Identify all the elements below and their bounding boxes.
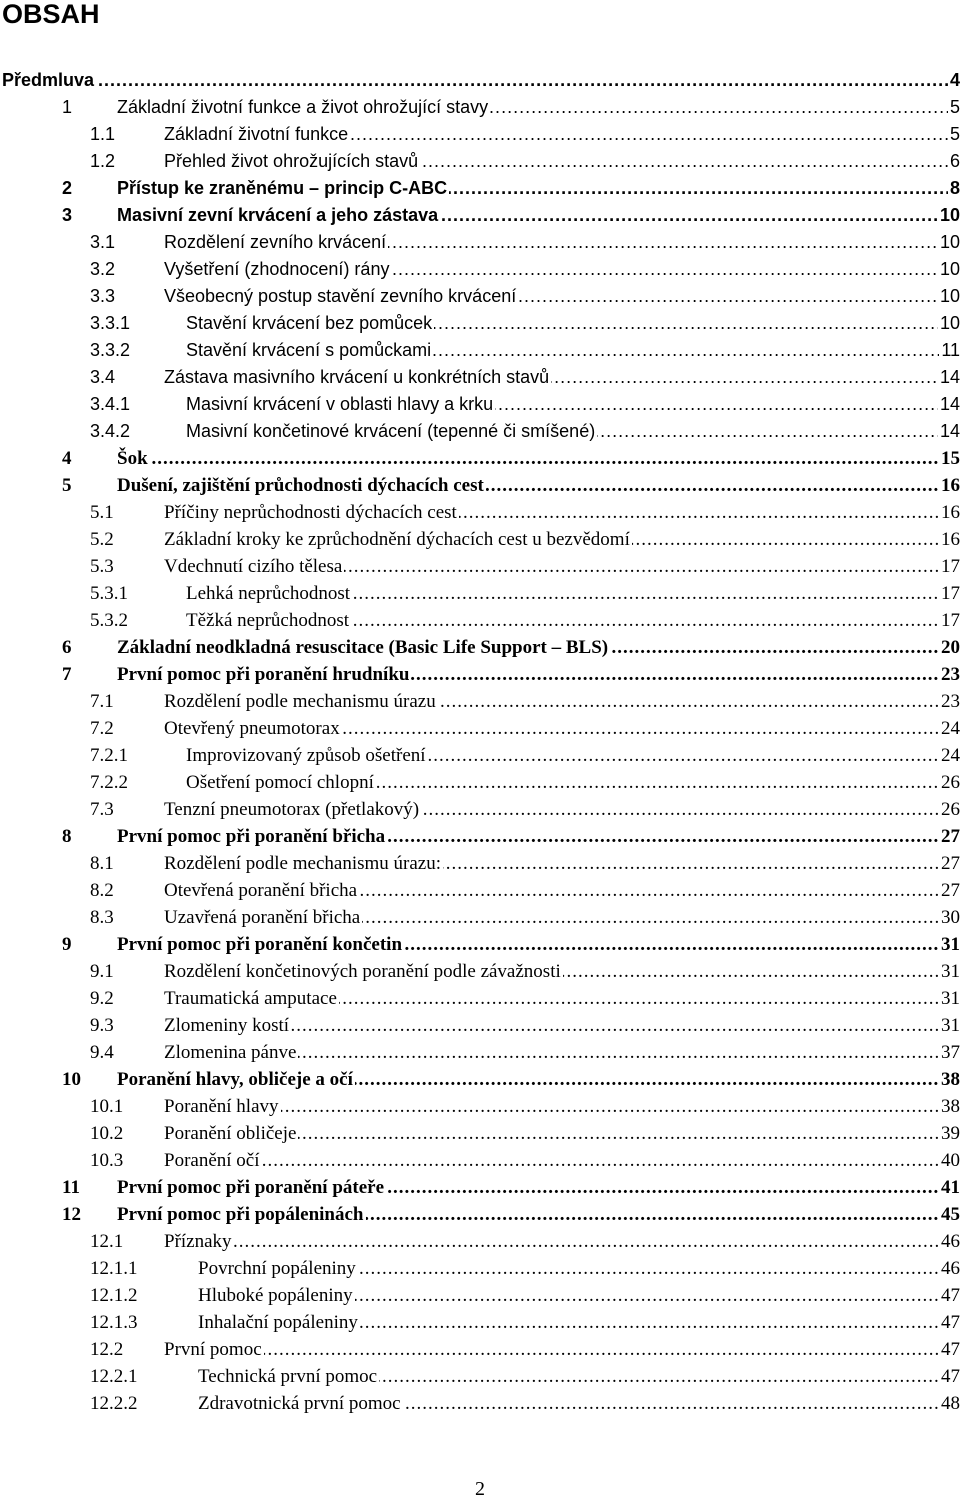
toc-entry-page: 46 — [939, 1255, 960, 1282]
toc-entry-page: 47 — [939, 1282, 960, 1309]
toc-entry[interactable] — [0, 121, 960, 148]
toc-entry[interactable] — [0, 472, 960, 499]
toc-entry[interactable] — [0, 742, 960, 769]
toc-entry-page: 5 — [948, 94, 960, 121]
toc-entry-title: Přístup ke zraněnému – princip C-ABC — [117, 178, 448, 198]
toc-entry[interactable] — [0, 418, 960, 445]
toc-entry-title: Otevřený pneumotorax — [164, 718, 340, 739]
toc-entry-title: První pomoc při poranění končetin — [117, 934, 403, 955]
toc-entry[interactable] — [0, 985, 960, 1012]
toc-entry-number: 3.4.2 — [90, 421, 131, 441]
dot-leader — [164, 1228, 960, 1255]
toc-entry-number: 12.1.2 — [90, 1285, 138, 1306]
toc-entry-page: 40 — [939, 1147, 960, 1174]
toc-entry-number: 7.2 — [90, 718, 114, 739]
toc-entry[interactable] — [0, 202, 960, 229]
toc-entry[interactable] — [0, 931, 960, 958]
toc-entry-title: Základní životní funkce — [164, 124, 349, 144]
toc-entry-title: Dušení, zajištění průchodnosti dýchacích cest — [117, 475, 484, 496]
toc-entry-page: 26 — [939, 769, 960, 796]
toc-entry[interactable] — [0, 256, 960, 283]
toc-entry[interactable] — [0, 175, 960, 202]
toc-entry[interactable] — [0, 364, 960, 391]
toc-entry-number: 12.2.2 — [90, 1393, 138, 1414]
toc-entry[interactable] — [0, 499, 960, 526]
toc-entry-page: 10 — [938, 202, 960, 229]
toc-entry-number: 1.1 — [90, 124, 116, 144]
toc-entry-page: 38 — [939, 1093, 960, 1120]
toc-entry-page: 24 — [939, 715, 960, 742]
toc-entry[interactable] — [0, 1012, 960, 1039]
toc-entry[interactable] — [0, 1093, 960, 1120]
toc-entry-number: 5 — [62, 475, 72, 496]
toc-entry-number: 9.4 — [90, 1042, 114, 1063]
toc-entry-title: Těžká neprůchodnost — [186, 610, 350, 631]
toc-entry-number: 11 — [62, 1177, 80, 1198]
toc-entry-page: 47 — [939, 1309, 960, 1336]
toc-entry-title: Přehled život ohrožujících stavů — [164, 151, 419, 171]
dot-leader — [164, 1147, 960, 1174]
toc-entry-number: 3.1 — [90, 232, 116, 252]
toc-entry-number: 3.3.1 — [90, 313, 131, 333]
toc-entry-number: 7.2.1 — [90, 745, 128, 766]
toc-entry-page: 48 — [939, 1390, 960, 1417]
toc-entry-page: 31 — [939, 958, 960, 985]
toc-entry-title: Všeobecný postup stavění zevního krvácení — [164, 286, 517, 306]
toc-entry[interactable] — [0, 1228, 960, 1255]
toc-entry-page: 26 — [939, 796, 960, 823]
toc-entry-page: 17 — [939, 580, 960, 607]
toc-entry-page: 41 — [939, 1174, 960, 1201]
toc-entry-page: 10 — [938, 256, 960, 283]
toc-entry-number: 5.2 — [90, 529, 114, 550]
toc-entry-title: Otevřená poranění břicha — [164, 880, 358, 901]
toc-entry-title: Masivní krvácení v oblasti hlavy a krku — [186, 394, 494, 414]
toc-entry-title: Tenzní pneumotorax (přetlakový) — [164, 799, 420, 820]
toc-entry-page: 27 — [939, 877, 960, 904]
toc-entry-title: Zdravotnická první pomoc — [198, 1393, 401, 1414]
toc-entry[interactable] — [0, 607, 960, 634]
page-title: OBSAH — [2, 0, 100, 29]
toc-entry-page: 10 — [938, 283, 960, 310]
toc-entry-number: 3.3 — [90, 286, 116, 306]
toc-entry-title: Poranění obličeje — [164, 1123, 297, 1144]
toc-entry-page: 11 — [939, 337, 960, 364]
toc-entry[interactable] — [0, 688, 960, 715]
toc-entry-title: Rozdělení podle mechanismu úrazu — [164, 691, 436, 712]
toc-entry[interactable] — [0, 445, 960, 472]
toc-entry[interactable] — [0, 1255, 960, 1282]
toc-entry-title: Zlomeniny kostí — [164, 1015, 290, 1036]
toc-entry[interactable] — [0, 1282, 960, 1309]
toc-entry-page: 27 — [939, 850, 960, 877]
toc-entry[interactable] — [0, 715, 960, 742]
toc-entry[interactable] — [0, 769, 960, 796]
toc-entry-page: 37 — [939, 1039, 960, 1066]
toc-entry-page: 31 — [939, 985, 960, 1012]
toc-entry[interactable] — [0, 1336, 960, 1363]
toc-entry-title: Základní neodkladná resuscitace (Basic Life Support – BLS) — [117, 637, 609, 658]
toc-entry[interactable] — [0, 1066, 960, 1093]
toc-entry-page: 10 — [938, 310, 960, 337]
toc-entry-title: Ošetření pomocí chlopní — [186, 772, 374, 793]
toc-entry-page: 27 — [939, 823, 960, 850]
toc-entry-page: 31 — [939, 1012, 960, 1039]
toc-entry-number: 5.1 — [90, 502, 114, 523]
toc-entry[interactable] — [0, 877, 960, 904]
toc-entry-page: 5 — [948, 121, 960, 148]
toc-entry-number: 9.2 — [90, 988, 114, 1009]
toc-entry[interactable] — [0, 958, 960, 985]
toc-entry-title: První pomoc při poranění hrudníku — [117, 664, 410, 685]
toc-entry-page: 47 — [939, 1336, 960, 1363]
toc-entry-number: 5.3.1 — [90, 583, 128, 604]
toc-entry-page: 38 — [939, 1066, 960, 1093]
toc-entry-number: 12.2 — [90, 1339, 124, 1360]
toc-entry[interactable] — [0, 661, 960, 688]
toc-entry[interactable] — [0, 526, 960, 553]
toc-entry-number: 9.1 — [90, 961, 114, 982]
toc-entry[interactable] — [0, 391, 960, 418]
toc-entry-title: Příznaky — [164, 1231, 232, 1252]
toc-entry-number: 8.2 — [90, 880, 114, 901]
toc-entry[interactable] — [0, 850, 960, 877]
toc-entry[interactable] — [0, 796, 960, 823]
toc-entry-number: 12.1.3 — [90, 1312, 138, 1333]
toc-entry-page: 17 — [939, 607, 960, 634]
toc-entry-title: Vdechnutí cizího tělesa — [164, 556, 343, 577]
toc-entry-number: 3.4 — [90, 367, 116, 387]
toc-entry-title: Rozdělení končetinových poranění podle závažnosti — [164, 961, 561, 982]
toc-entry-page: 23 — [939, 688, 960, 715]
toc-entry-number: 8.1 — [90, 853, 114, 874]
toc-entry-number: 10.3 — [90, 1150, 124, 1171]
toc-entry-title: Masivní zevní krvácení a jeho zástava — [117, 205, 439, 225]
dot-leader — [2, 67, 960, 94]
toc-entry-page: 14 — [938, 418, 960, 445]
toc-entry-number: 10 — [62, 1069, 81, 1090]
dot-leader — [164, 1093, 960, 1120]
toc-entry-number: 4 — [62, 448, 72, 469]
toc-entry-page: 31 — [939, 931, 960, 958]
toc-entry-number: 12.2.1 — [90, 1366, 138, 1387]
toc-entry-number: 3.4.1 — [90, 394, 131, 414]
toc-entry[interactable] — [0, 634, 960, 661]
toc-entry-page: 16 — [939, 472, 960, 499]
toc-entry-number: 5.3.2 — [90, 610, 128, 631]
dot-leader — [117, 445, 960, 472]
toc-entry[interactable] — [0, 1174, 960, 1201]
toc-entry-title: První pomoc — [164, 1339, 262, 1360]
toc-entry-number: 3 — [62, 205, 73, 225]
toc-entry-title: Rozdělení zevního krvácení — [164, 232, 387, 252]
toc-entry-page: 23 — [939, 661, 960, 688]
toc-entry-page: 39 — [939, 1120, 960, 1147]
toc-entry-title: Rozdělení podle mechanismu úrazu: — [164, 853, 441, 874]
toc-entry-title: Uzavřená poranění břicha — [164, 907, 361, 928]
toc-entry[interactable] — [0, 67, 960, 94]
toc-entry-page: 10 — [938, 229, 960, 256]
toc-entry[interactable] — [0, 229, 960, 256]
toc-entry-title: Improvizovaný způsob ošetření — [186, 745, 426, 766]
toc-entry-number: 7.1 — [90, 691, 114, 712]
toc-entry-page: 30 — [939, 904, 960, 931]
toc-entry-number: 5.3 — [90, 556, 114, 577]
toc-entry[interactable] — [0, 553, 960, 580]
toc-entry-number: 1.2 — [90, 151, 116, 171]
toc-entry-page: 6 — [948, 148, 960, 175]
toc-entry[interactable] — [0, 1120, 960, 1147]
toc-entry-page: 46 — [939, 1228, 960, 1255]
toc-entry-title: První pomoc při poranění břicha — [117, 826, 386, 847]
toc-entry-number: 7.3 — [90, 799, 114, 820]
toc-entry-page: 16 — [939, 499, 960, 526]
toc-entry-number: 6 — [62, 637, 72, 658]
toc-entry[interactable] — [0, 1039, 960, 1066]
toc-entry-title: První pomoc při popáleninách — [117, 1204, 364, 1225]
toc-entry[interactable] — [0, 1390, 960, 1417]
toc-entry-number: 2 — [62, 178, 73, 198]
toc-entry-number: 3.2 — [90, 259, 116, 279]
toc-entry[interactable] — [0, 337, 960, 364]
toc-entry-title: Poranění hlavy, obličeje a očí — [117, 1069, 353, 1090]
toc-entry-title: Stavění krvácení s pomůckami — [186, 340, 432, 360]
toc-entry-page: 24 — [939, 742, 960, 769]
toc-entry-number: 9.3 — [90, 1015, 114, 1036]
toc-entry[interactable] — [0, 310, 960, 337]
toc-entry-title: Zlomenina pánve — [164, 1042, 297, 1063]
toc-entry-page: 47 — [939, 1363, 960, 1390]
toc-entry-page: 8 — [948, 175, 960, 202]
toc-entry-title: Poranění očí — [164, 1150, 260, 1171]
toc-entry-number: 12.1.1 — [90, 1258, 138, 1279]
toc-entry-number: 8.3 — [90, 907, 114, 928]
toc-entry-title: Vyšetření (zhodnocení) rány — [164, 259, 390, 279]
toc-entry-number: 12.1 — [90, 1231, 124, 1252]
toc-entry[interactable] — [0, 823, 960, 850]
toc-entry-title: Zástava masivního krvácení u konkrétních stavů — [164, 367, 550, 387]
toc-entry[interactable] — [0, 94, 960, 121]
toc-entry[interactable] — [0, 1147, 960, 1174]
toc-entry[interactable] — [0, 580, 960, 607]
toc-entry-number: 8 — [62, 826, 72, 847]
toc-entry[interactable] — [0, 148, 960, 175]
toc-entry[interactable] — [0, 904, 960, 931]
toc-entry-title: Příčiny neprůchodnosti dýchacích cest — [164, 502, 457, 523]
toc-entry-title: Inhalační popáleniny — [198, 1312, 358, 1333]
dot-leader — [164, 1336, 960, 1363]
toc-entry-title: Základní kroky ke zprůchodnění dýchacích cest u bezvědomí — [164, 529, 630, 550]
toc-entry-title: Lehká neprůchodnost — [186, 583, 351, 604]
toc-entry-page: 17 — [939, 553, 960, 580]
toc-entry-title: Masivní končetinové krvácení (tepenné či smíšené) — [186, 421, 596, 441]
toc-entry-title: Předmluva — [2, 70, 95, 90]
toc-entry-number: 1 — [62, 97, 73, 117]
toc-entry-title: Stavění krvácení bez pomůcek — [186, 313, 433, 333]
toc-entry-title: Hluboké popáleniny — [198, 1285, 353, 1306]
toc-entry-number: 3.3.2 — [90, 340, 131, 360]
toc-entry-page: 15 — [939, 445, 960, 472]
toc-entry[interactable] — [0, 1309, 960, 1336]
toc-entry[interactable] — [0, 283, 960, 310]
toc-entry[interactable] — [0, 1201, 960, 1228]
toc-entry-page: 16 — [939, 526, 960, 553]
page-number: 2 — [475, 1478, 485, 1500]
toc-entry-title: První pomoc při poranění páteře — [117, 1177, 385, 1198]
toc-entry-number: 7 — [62, 664, 72, 685]
toc-entry-page: 45 — [939, 1201, 960, 1228]
toc-entry-page: 14 — [938, 391, 960, 418]
toc-entry-page: 4 — [948, 67, 960, 94]
toc-entry-number: 7.2.2 — [90, 772, 128, 793]
toc-entry-number: 9 — [62, 934, 72, 955]
toc-entry-number: 12 — [62, 1204, 81, 1225]
toc-entry-number: 10.1 — [90, 1096, 124, 1117]
toc-entry-page: 20 — [939, 634, 960, 661]
toc-entry-title: Traumatická amputace — [164, 988, 337, 1009]
toc-entry-title: Šok — [117, 448, 148, 469]
toc-entry-title: Poranění hlavy — [164, 1096, 279, 1117]
toc-entry-title: Základní životní funkce a život ohrožující stavy — [117, 97, 489, 117]
toc-entry-title: Povrchní popáleniny — [198, 1258, 356, 1279]
toc-entry[interactable] — [0, 1363, 960, 1390]
toc-entry-number: 10.2 — [90, 1123, 124, 1144]
toc-entry-title: Technická první pomoc — [198, 1366, 378, 1387]
toc-entry-page: 14 — [938, 364, 960, 391]
